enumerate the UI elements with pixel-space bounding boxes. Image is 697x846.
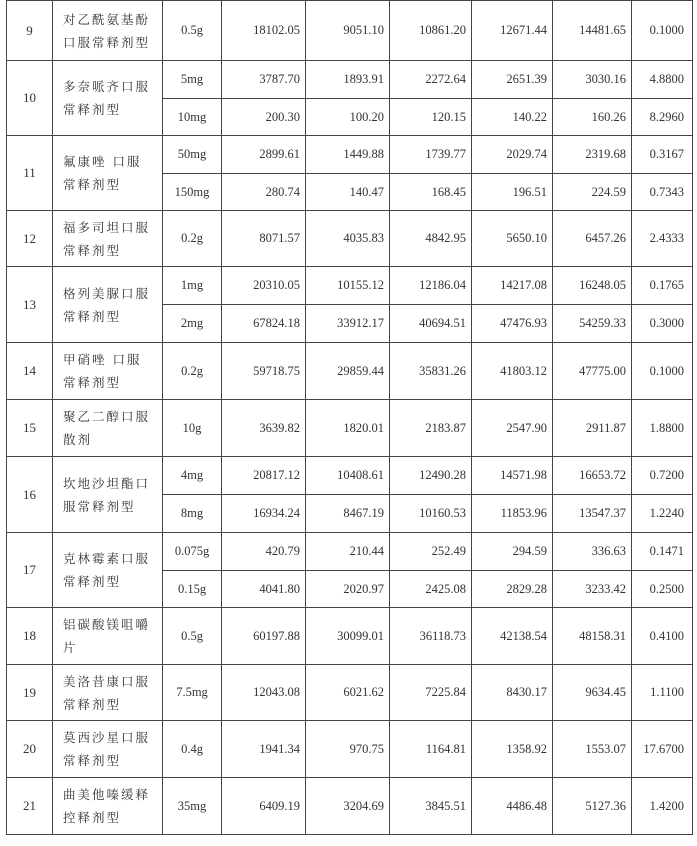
row-number: 16 xyxy=(7,457,53,533)
value-col-1: 3639.82 xyxy=(222,400,306,457)
value-col-5: 2911.87 xyxy=(553,400,632,457)
value-col-2: 2020.97 xyxy=(306,571,390,608)
row-number: 19 xyxy=(7,665,53,721)
row-number: 18 xyxy=(7,608,53,665)
value-col-2: 6021.62 xyxy=(306,665,390,721)
drug-name: 莫西沙星口服常释剂型 xyxy=(53,721,163,778)
value-col-2: 3204.69 xyxy=(306,778,390,835)
ratio-value: 1.8800 xyxy=(632,400,693,457)
value-col-3: 7225.84 xyxy=(390,665,472,721)
value-col-2: 33912.17 xyxy=(306,305,390,343)
drug-price-table xyxy=(6,0,693,835)
value-col-3: 2272.64 xyxy=(390,61,472,99)
value-col-3: 252.49 xyxy=(390,533,472,571)
value-col-5: 1553.07 xyxy=(553,721,632,778)
value-col-4: 11853.96 xyxy=(472,495,553,533)
value-col-3: 2425.08 xyxy=(390,571,472,608)
ratio-value: 8.2960 xyxy=(632,99,693,136)
drug-spec: 1mg xyxy=(163,267,222,305)
value-col-2: 10408.61 xyxy=(306,457,390,495)
row-number: 9 xyxy=(7,1,53,61)
value-col-5: 336.63 xyxy=(553,533,632,571)
ratio-value: 1.4200 xyxy=(632,778,693,835)
drug-spec: 0.2g xyxy=(163,211,222,267)
value-col-1: 16934.24 xyxy=(222,495,306,533)
value-col-4: 8430.17 xyxy=(472,665,553,721)
table-row xyxy=(7,61,693,99)
drug-name: 聚乙二醇口服散剂 xyxy=(53,400,163,457)
value-col-3: 2183.87 xyxy=(390,400,472,457)
value-col-4: 14217.08 xyxy=(472,267,553,305)
row-number: 20 xyxy=(7,721,53,778)
value-col-3: 12186.04 xyxy=(390,267,472,305)
value-col-3: 40694.51 xyxy=(390,305,472,343)
table-row xyxy=(7,136,693,174)
table-row xyxy=(7,778,693,835)
value-col-3: 3845.51 xyxy=(390,778,472,835)
value-col-4: 140.22 xyxy=(472,99,553,136)
value-col-1: 280.74 xyxy=(222,174,306,211)
value-col-5: 5127.36 xyxy=(553,778,632,835)
value-col-4: 42138.54 xyxy=(472,608,553,665)
value-col-1: 6409.19 xyxy=(222,778,306,835)
value-col-5: 6457.26 xyxy=(553,211,632,267)
value-col-2: 1449.88 xyxy=(306,136,390,174)
value-col-4: 12671.44 xyxy=(472,1,553,61)
drug-spec: 0.4g xyxy=(163,721,222,778)
value-col-1: 420.79 xyxy=(222,533,306,571)
drug-spec: 8mg xyxy=(163,495,222,533)
value-col-3: 168.45 xyxy=(390,174,472,211)
value-col-3: 10160.53 xyxy=(390,495,472,533)
ratio-value: 0.1000 xyxy=(632,1,693,61)
value-col-1: 3787.70 xyxy=(222,61,306,99)
drug-spec: 150mg xyxy=(163,174,222,211)
value-col-1: 60197.88 xyxy=(222,608,306,665)
value-col-1: 59718.75 xyxy=(222,343,306,400)
ratio-value: 4.8800 xyxy=(632,61,693,99)
drug-spec: 35mg xyxy=(163,778,222,835)
value-col-3: 36118.73 xyxy=(390,608,472,665)
drug-name: 美洛昔康口服常释剂型 xyxy=(53,665,163,721)
value-col-5: 48158.31 xyxy=(553,608,632,665)
drug-spec: 0.5g xyxy=(163,608,222,665)
table-row xyxy=(7,343,693,400)
value-col-5: 54259.33 xyxy=(553,305,632,343)
drug-spec: 0.075g xyxy=(163,533,222,571)
drug-spec: 0.15g xyxy=(163,571,222,608)
row-number: 15 xyxy=(7,400,53,457)
drug-name: 对乙酰氨基酚口服常释剂型 xyxy=(53,1,163,61)
value-col-2: 1820.01 xyxy=(306,400,390,457)
value-col-4: 41803.12 xyxy=(472,343,553,400)
drug-name: 曲美他嗪缓释控释剂型 xyxy=(53,778,163,835)
table-row xyxy=(7,400,693,457)
drug-name: 格列美脲口服常释剂型 xyxy=(53,267,163,343)
drug-spec: 5mg xyxy=(163,61,222,99)
row-number: 21 xyxy=(7,778,53,835)
value-col-4: 47476.93 xyxy=(472,305,553,343)
value-col-5: 160.26 xyxy=(553,99,632,136)
value-col-5: 14481.65 xyxy=(553,1,632,61)
value-col-2: 10155.12 xyxy=(306,267,390,305)
row-number: 14 xyxy=(7,343,53,400)
drug-spec: 4mg xyxy=(163,457,222,495)
value-col-2: 1893.91 xyxy=(306,61,390,99)
value-col-5: 13547.37 xyxy=(553,495,632,533)
value-col-3: 120.15 xyxy=(390,99,472,136)
table-row xyxy=(7,267,693,305)
ratio-value: 1.1100 xyxy=(632,665,693,721)
value-col-3: 4842.95 xyxy=(390,211,472,267)
value-col-2: 9051.10 xyxy=(306,1,390,61)
drug-name: 克林霉素口服常释剂型 xyxy=(53,533,163,608)
drug-name: 坎地沙坦酯口服常释剂型 xyxy=(53,457,163,533)
drug-name: 氟康唑 口服常释剂型 xyxy=(53,136,163,211)
table-row xyxy=(7,665,693,721)
value-col-3: 10861.20 xyxy=(390,1,472,61)
value-col-2: 210.44 xyxy=(306,533,390,571)
value-col-5: 16248.05 xyxy=(553,267,632,305)
value-col-1: 12043.08 xyxy=(222,665,306,721)
table-row xyxy=(7,211,693,267)
value-col-5: 3233.42 xyxy=(553,571,632,608)
ratio-value: 0.1471 xyxy=(632,533,693,571)
value-col-4: 14571.98 xyxy=(472,457,553,495)
ratio-value: 0.7200 xyxy=(632,457,693,495)
value-col-5: 47775.00 xyxy=(553,343,632,400)
drug-spec: 10mg xyxy=(163,99,222,136)
row-number: 17 xyxy=(7,533,53,608)
value-col-2: 29859.44 xyxy=(306,343,390,400)
value-col-3: 12490.28 xyxy=(390,457,472,495)
ratio-value: 0.3000 xyxy=(632,305,693,343)
value-col-4: 2829.28 xyxy=(472,571,553,608)
value-col-1: 4041.80 xyxy=(222,571,306,608)
value-col-2: 30099.01 xyxy=(306,608,390,665)
ratio-value: 0.1000 xyxy=(632,343,693,400)
value-col-1: 8071.57 xyxy=(222,211,306,267)
ratio-value: 17.6700 xyxy=(632,721,693,778)
drug-spec: 7.5mg xyxy=(163,665,222,721)
value-col-1: 200.30 xyxy=(222,99,306,136)
drug-name: 铝碳酸镁咀嚼片 xyxy=(53,608,163,665)
ratio-value: 0.3167 xyxy=(632,136,693,174)
drug-name: 甲硝唑 口服常释剂型 xyxy=(53,343,163,400)
drug-name: 福多司坦口服常释剂型 xyxy=(53,211,163,267)
row-number: 12 xyxy=(7,211,53,267)
row-number: 10 xyxy=(7,61,53,136)
table-row xyxy=(7,608,693,665)
ratio-value: 0.7343 xyxy=(632,174,693,211)
drug-spec: 0.5g xyxy=(163,1,222,61)
value-col-4: 4486.48 xyxy=(472,778,553,835)
value-col-4: 1358.92 xyxy=(472,721,553,778)
row-number: 11 xyxy=(7,136,53,211)
drug-spec: 50mg xyxy=(163,136,222,174)
value-col-4: 5650.10 xyxy=(472,211,553,267)
value-col-2: 970.75 xyxy=(306,721,390,778)
value-col-5: 224.59 xyxy=(553,174,632,211)
value-col-4: 294.59 xyxy=(472,533,553,571)
value-col-3: 35831.26 xyxy=(390,343,472,400)
value-col-1: 18102.05 xyxy=(222,1,306,61)
value-col-1: 20310.05 xyxy=(222,267,306,305)
table-row xyxy=(7,457,693,495)
value-col-2: 4035.83 xyxy=(306,211,390,267)
table-row xyxy=(7,721,693,778)
value-col-5: 9634.45 xyxy=(553,665,632,721)
ratio-value: 1.2240 xyxy=(632,495,693,533)
value-col-3: 1739.77 xyxy=(390,136,472,174)
ratio-value: 0.2500 xyxy=(632,571,693,608)
ratio-value: 0.1765 xyxy=(632,267,693,305)
drug-spec: 0.2g xyxy=(163,343,222,400)
table-row xyxy=(7,1,693,61)
value-col-3: 1164.81 xyxy=(390,721,472,778)
drug-spec: 2mg xyxy=(163,305,222,343)
ratio-value: 0.4100 xyxy=(632,608,693,665)
value-col-2: 8467.19 xyxy=(306,495,390,533)
value-col-1: 1941.34 xyxy=(222,721,306,778)
value-col-4: 2651.39 xyxy=(472,61,553,99)
value-col-2: 140.47 xyxy=(306,174,390,211)
drug-name: 多奈哌齐口服常释剂型 xyxy=(53,61,163,136)
value-col-2: 100.20 xyxy=(306,99,390,136)
value-col-5: 16653.72 xyxy=(553,457,632,495)
value-col-1: 67824.18 xyxy=(222,305,306,343)
table-row xyxy=(7,533,693,571)
value-col-5: 3030.16 xyxy=(553,61,632,99)
value-col-5: 2319.68 xyxy=(553,136,632,174)
row-number: 13 xyxy=(7,267,53,343)
value-col-1: 20817.12 xyxy=(222,457,306,495)
value-col-1: 2899.61 xyxy=(222,136,306,174)
ratio-value: 2.4333 xyxy=(632,211,693,267)
drug-spec: 10g xyxy=(163,400,222,457)
value-col-4: 2547.90 xyxy=(472,400,553,457)
value-col-4: 196.51 xyxy=(472,174,553,211)
value-col-4: 2029.74 xyxy=(472,136,553,174)
